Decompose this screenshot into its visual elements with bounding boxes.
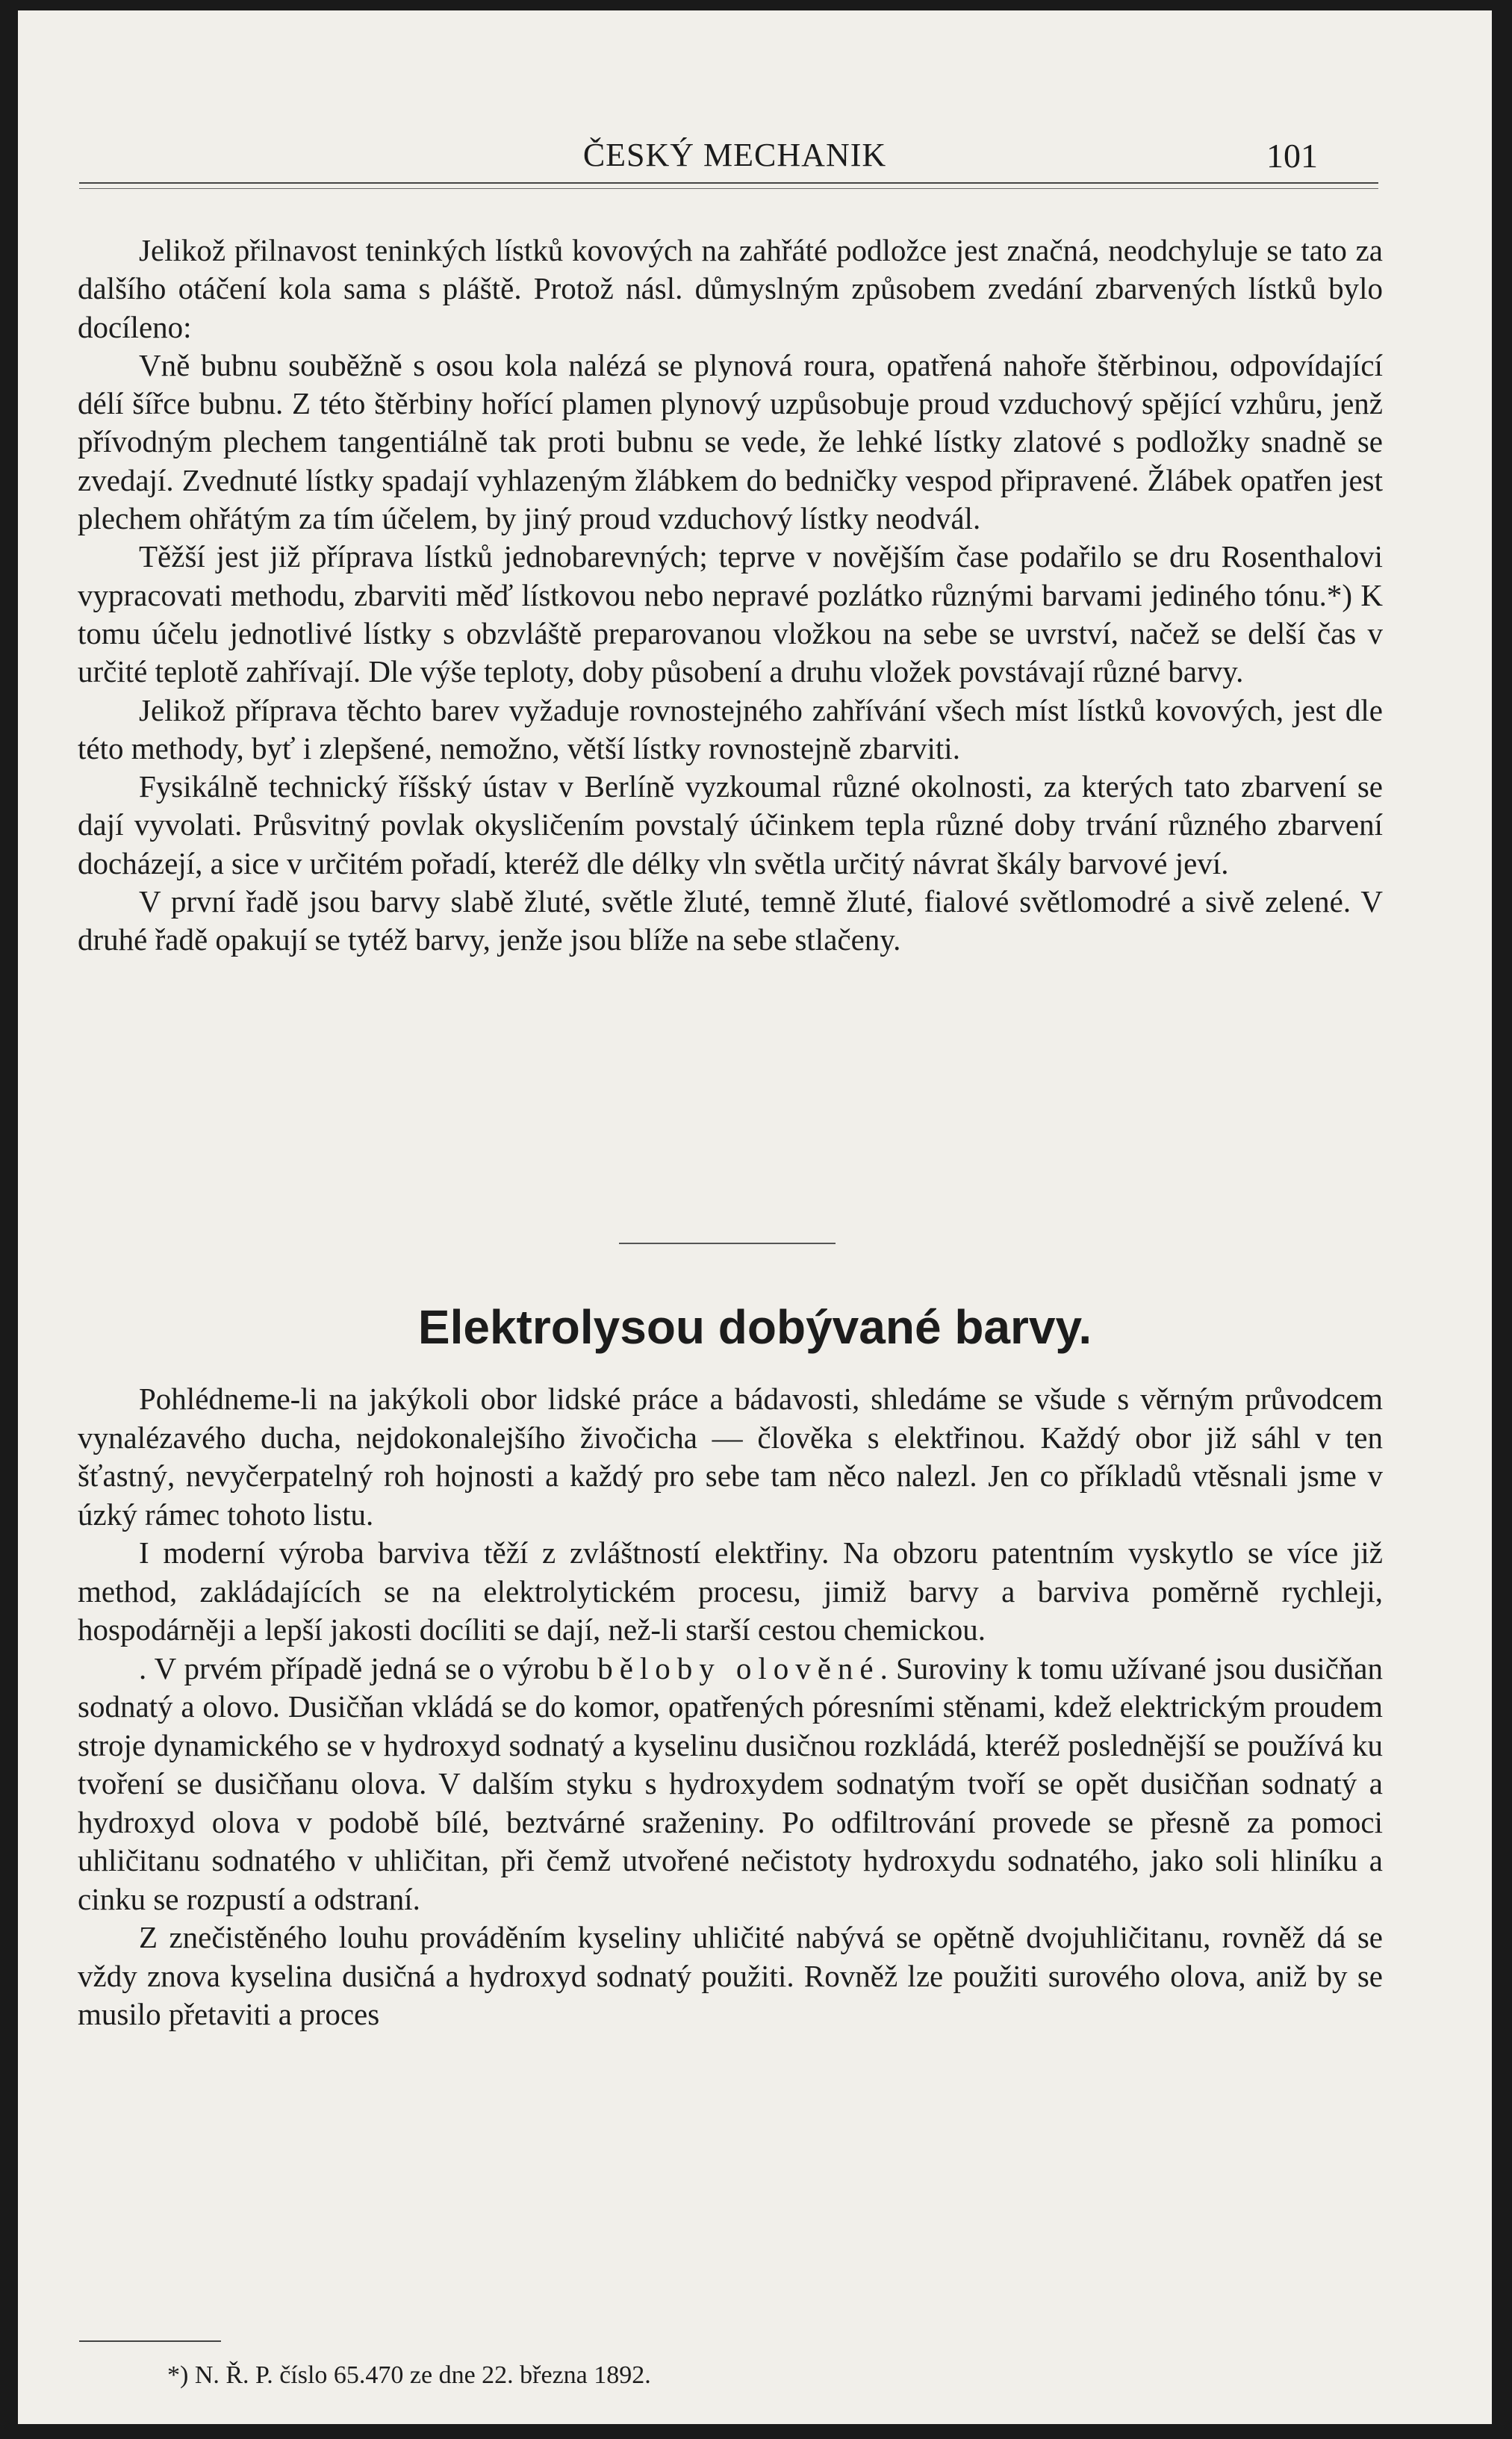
section-heading: Elektrolysou dobývané barvy. (417, 1300, 1092, 1354)
paragraph: I moderní výroba barviva těží z zvláštností elektřiny. Na obzoru patentním vyskytlo se více již method, zakládajících se na elektrolytickém procesu, jimiž barvy a barviva poměrně rychleji, hospodárněji a lepší jakosti docíliti se dají, než-li starší cestou chemickou. (78, 1535, 1383, 1647)
book-page (18, 10, 1492, 2424)
paragraph: Fysikálně technický říšský ústav v Berlíně vyzkoumal různé okolnosti, za kterých tato zbarvení se dají vyvolati. Průsvitný povlak okysličením povstalý účinkem tepla různé doby trvání různého zbarvení docházejí, a sice v určitém pořadí, kteréž dle délky vln světla určitý návrat škály barvové jeví. (78, 769, 1383, 880)
section-divider (619, 1243, 836, 1244)
paragraph: Vně bubnu souběžně s osou kola nalézá se plynová roura, opatřená nahoře štěrbinou, odpovídající délí šířce bubnu. Z této štěrbiny hořící plamen plynový uzpůsobuje proud vzduchový spějící vzhůru, jenž přívodným plechem tangentiálně tak proti bubnu se vede, že lehké lístky zlatové s podložky snadně se zvedají. Zvednuté lístky spadají vyhlazeným žlábkem do bedničky vespod připravené. Žlábek opatřen jest plechem ohřátým za tím účelem, by jiný proud vzduchový lístky neodvál. (78, 347, 1383, 536)
header-rule (79, 182, 1378, 184)
footnote: *) N. Ř. P. číslo 65.470 ze dne 22. března 1892. (167, 2361, 651, 2389)
footnote-rule (79, 2340, 221, 2342)
paragraph: Těžší jest již příprava lístků jednobarevných; teprve v novějším čase podařilo se dru Rosenthalovi vypracovati methodu, zbarviti měď lístkovou nebo nepravé pozlátko různými barvami jediného tónu.*) K tomu účelu jednotlivé lístky s obzvláště preparovanou vložkou na sebe se uvrství, načež se delší čas v určité teplotě zahřívají. Dle výše teploty, doby působení a druhu vložek povstávají různé barvy. (78, 539, 1383, 689)
paragraph (78, 1650, 1383, 1919)
paragraph-text: . Suroviny k tomu užívané jsou dusičňan sodnatý a olovo. Dusičňan vkládá se do komor, opatřených póresními stěnami, kdež elektrickým proudem stroje dynamického se v hydroxyd sodnatý a kyselinu dusičnou rozkládá, kteréž poslednější se používá ku tvoření se dusičňanu olova. V dalším styku s hydroxydem sodnatým tvoří se opět dusičňan sodnatý a hydroxyd olova v podobě bílé, beztvárné sraženiny. Po odfiltrování provede se přesně za pomoci uhličitanu sodnatého v uhličitan, při čemž utvořené nečistoty hydroxydu sodnatého, jako soli hliníku a cinku se rozpustí a odstraní. (78, 1650, 1383, 1916)
paragraph: Jelikož přilnavost teninkých lístků kovových na zahřáté podložce jest značná, neodchyluje se tato za dalšího otáčení kola sama s pláště. Protož násl. důmyslným způsobem zvedání zbarvených lístků bylo docíleno: (78, 233, 1383, 344)
text-block-lower (78, 1380, 1383, 2034)
text-block-upper (78, 232, 1383, 960)
emphasized-term: běloby olověné (597, 1650, 880, 1685)
paragraph: V první řadě jsou barvy slabě žluté, světle žluté, temně žluté, fialové světlomodré a sivě zelené. V druhé řadě opakují se tytéž barvy, jenže jsou blíže na sebe stlačeny. (78, 884, 1383, 957)
paragraph: Pohlédneme-li na jakýkoli obor lidské práce a bádavosti, shledáme se všude s věrným průvodcem vynalézavého ducha, nejdokonalejšího živočicha — člověka s elektřinou. Každý obor již sáhl v ten šťastný, nevyčerpatelný roh hojnosti a každý pro sebe tam něco nalezl. Jen co příkladů vtěsnali jsme v úzký rámec tohoto listu. (78, 1382, 1383, 1532)
running-head (18, 136, 1492, 188)
page-number: 101 (1266, 137, 1318, 175)
running-title: ČESKÝ MECHANIK (582, 137, 887, 173)
paragraph: Z znečistěného louhu prováděním kyseliny uhličité nabývá se opětně dvojuhličitanu, rovněž dá se vždy znova kyselina dusičná a hydroxyd sodnatý použiti. Rovněž lze použiti surového olova, aniž by se musilo přetaviti a proces (78, 1920, 1383, 2031)
header-rule-thin (79, 188, 1378, 189)
paragraph-text: . V prvém případě jedná se o výrobu (139, 1650, 598, 1685)
paragraph: Jelikož příprava těchto barev vyžaduje rovnostejného zahřívání všech míst lístků kovových, jest dle této methody, byť i zlepšené, nemožno, větší lístky rovnostejně zbarviti. (78, 692, 1383, 765)
